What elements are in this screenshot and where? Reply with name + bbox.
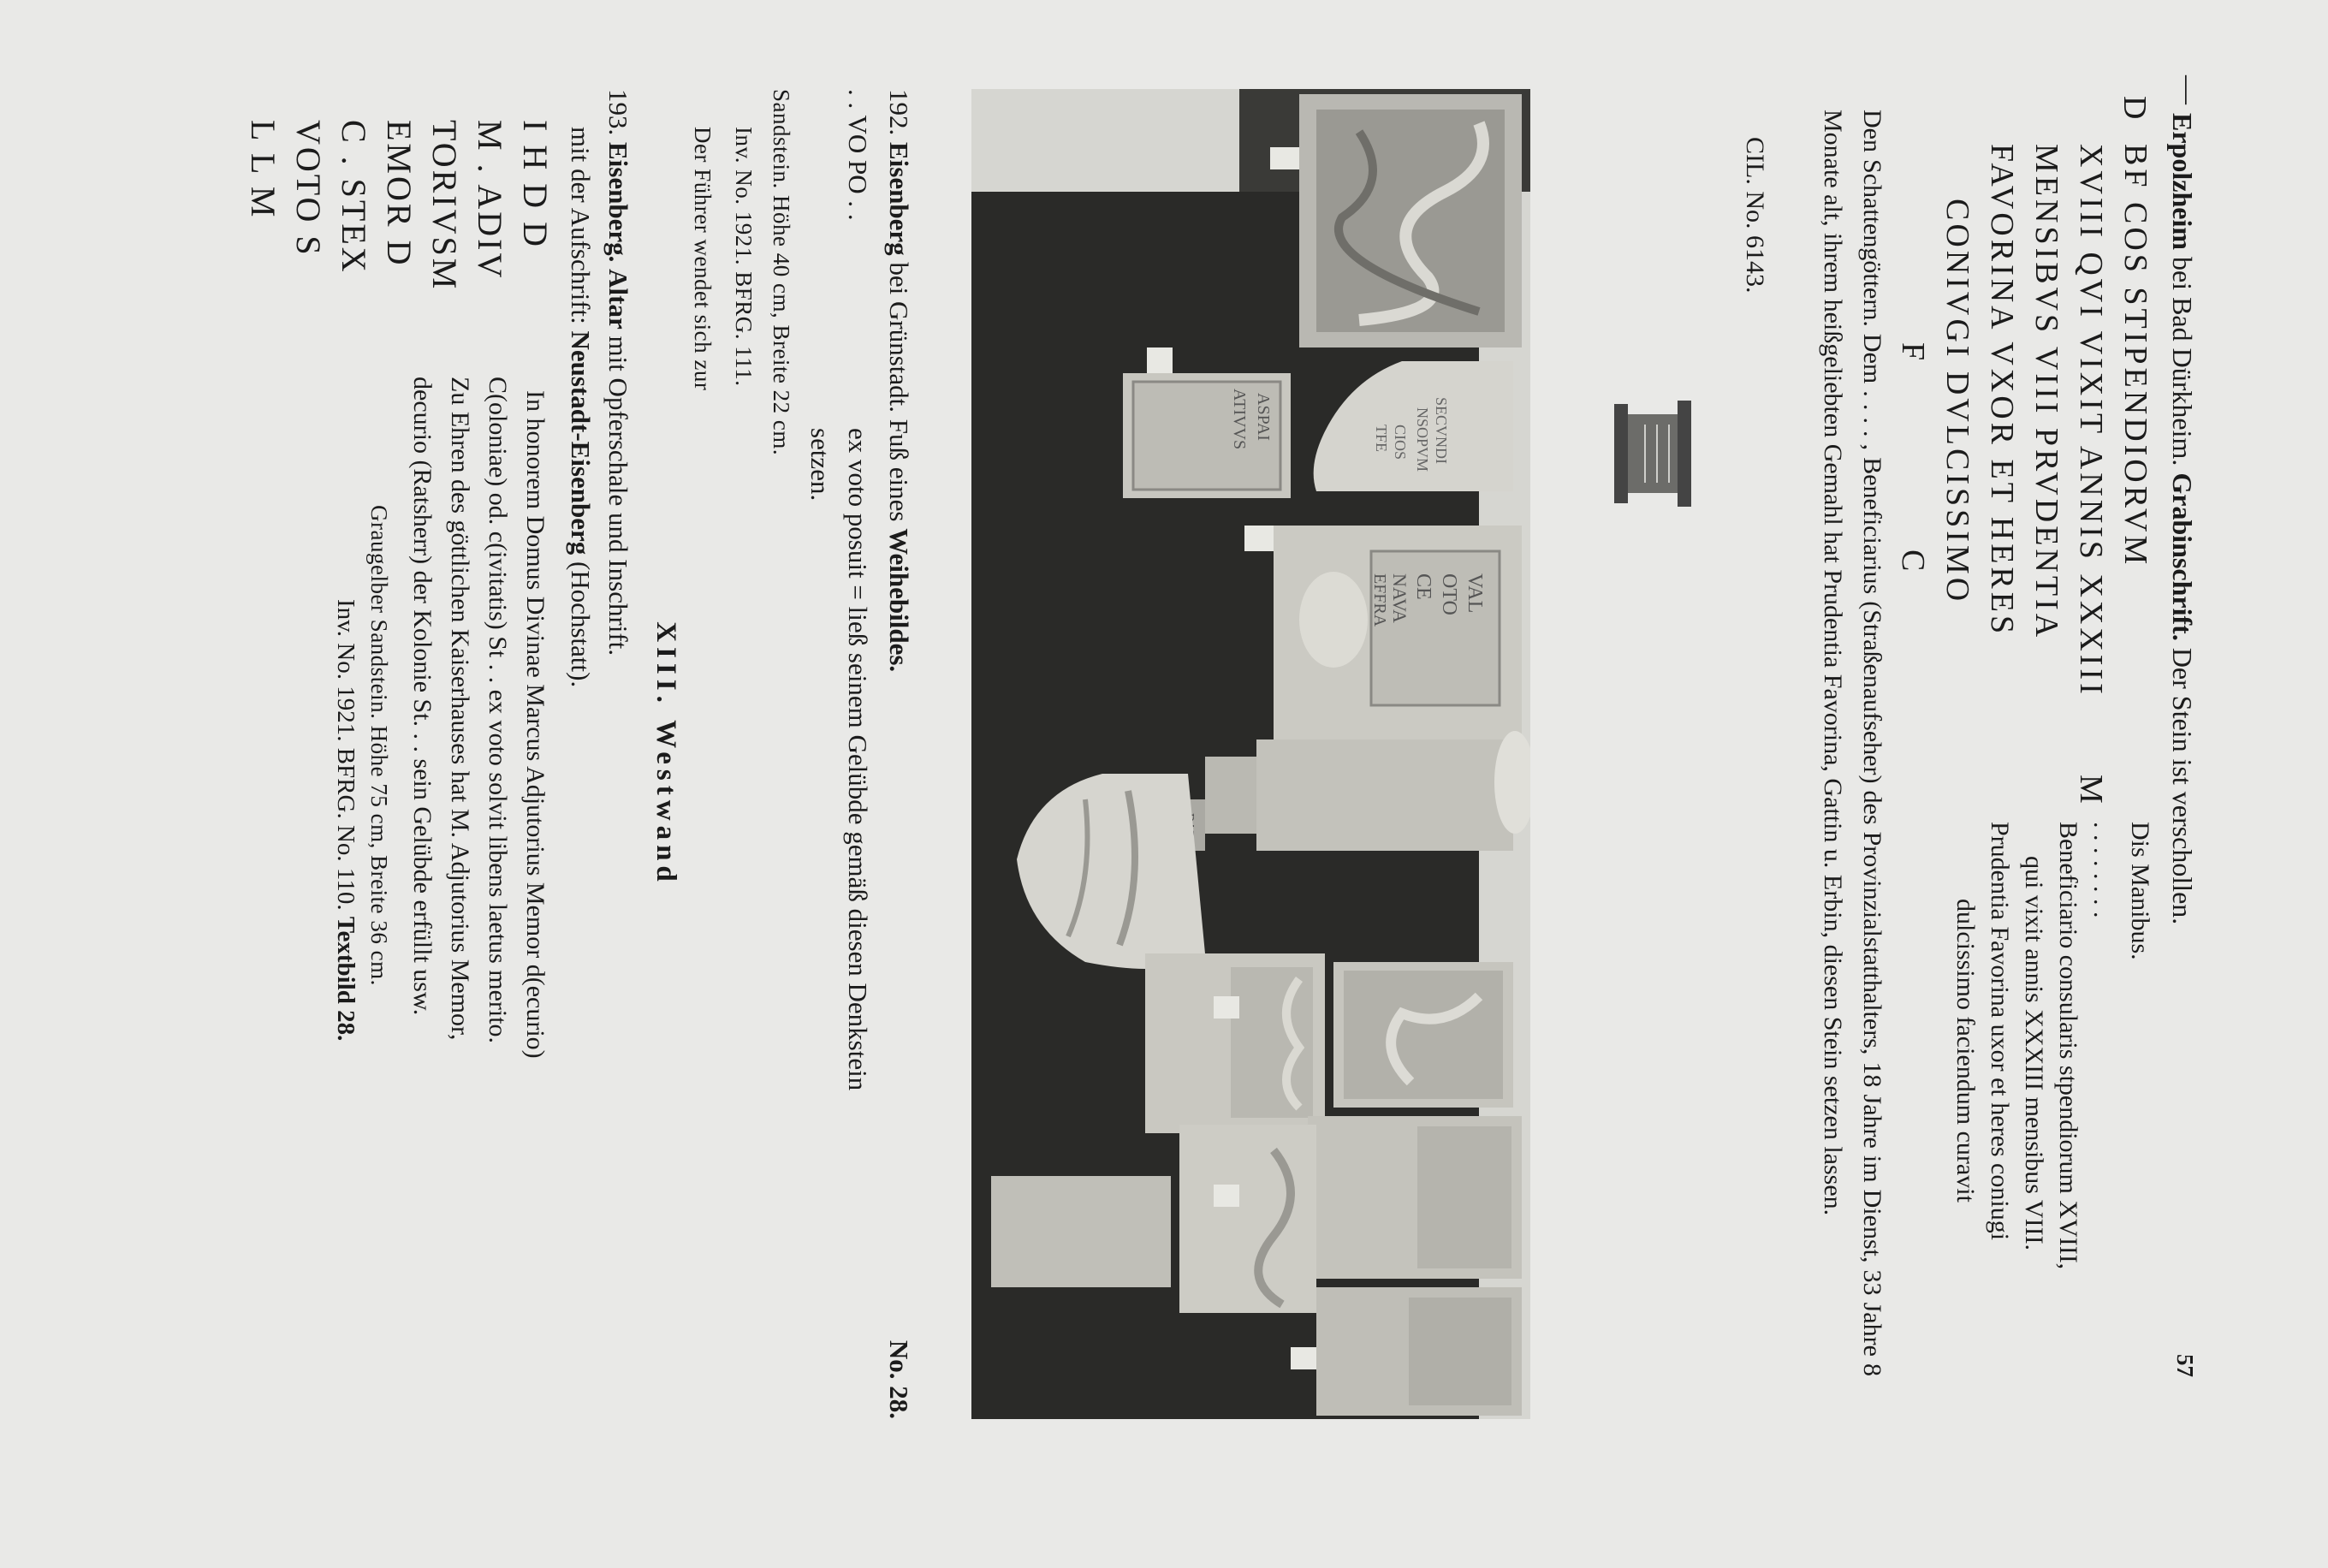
sub-rest: (Hochstatt). — [566, 555, 596, 688]
caption-row — [883, 89, 914, 1419]
altar-inscription-line: M . ADIV — [471, 120, 509, 281]
altar-base — [1614, 404, 1628, 503]
altar-translation-line: C(oloniae) od. c(ivitatis) St . . ex voto solvit libens laetus merito. — [484, 377, 512, 1044]
altar-block-text: VAL — [1464, 573, 1486, 614]
photo-label — [1214, 996, 1239, 1019]
altar-inscription-line: TORIVSM — [425, 120, 464, 292]
fragment-text: NSOPVM — [1414, 407, 1431, 472]
textbild-reference: Textbild 28. — [332, 916, 359, 1042]
translation-line: Prudentia Favorina uxor et heres coniugi — [1986, 822, 2014, 1241]
place-location: bei Bad Dürkheim. — [2167, 249, 2198, 473]
figure-number: No. 28. — [884, 1339, 914, 1419]
altar-block-text: OTO — [1438, 573, 1460, 615]
altar-inscription-line: I H D D — [516, 120, 555, 249]
altar-inscription-line: VOTO S — [289, 120, 328, 258]
altar-material: Graugelber Sandstein. Höhe 75 cm, Breite 36 cm. — [366, 505, 392, 986]
translation-line: dulcissimo faciendum curavit — [1951, 899, 1980, 1203]
translation-line: qui vixit annis XXXIII mensibus VIII. — [2020, 856, 2048, 1251]
translation-dots: . . . . . . . . — [2088, 822, 2117, 918]
page-number: 57 — [2172, 1354, 2198, 1377]
object-type: Weihebildes. — [884, 528, 914, 673]
tablet-text: ASPAI — [1254, 393, 1273, 441]
altar-top — [1678, 401, 1691, 507]
inscription-letter-d: D — [2117, 96, 2153, 123]
altar-block-text: CE — [1412, 573, 1434, 600]
sub-prefix: mit der Aufschrift: — [566, 127, 596, 331]
section-number: XIII. — [650, 621, 681, 708]
entry-dash: — — [2172, 75, 2204, 104]
altar-stone-right-panel — [1409, 1298, 1511, 1405]
section-heading — [650, 89, 681, 1419]
altar-inscription-line: L L M — [244, 120, 282, 220]
photo-label — [1270, 147, 1299, 169]
altar-inventory-row — [331, 599, 359, 1041]
altar-inscription-line: EMOR D — [380, 120, 419, 268]
object-description: mit Opferschale und Inschrift. — [603, 329, 633, 656]
altar-block-relief — [1299, 572, 1368, 668]
place-name: Erpolzheim — [2167, 113, 2198, 250]
entry-number: 193. — [603, 89, 633, 136]
entry-number: 192. — [884, 89, 914, 136]
entry-192-translation-end: setzen. — [805, 428, 835, 502]
altar-block-text: EFFRA — [1370, 573, 1389, 627]
photo-label — [1291, 1347, 1316, 1369]
object-type: Grabinschrift. — [2167, 472, 2198, 641]
place-name: Eisenberg — [884, 142, 914, 256]
german-translation: Den Schattengöttern. Dem . . . . , Beneficiarius (Straßenaufseher) des Provinzialstatthalters, 18 Jahre im Dienst, 33 Jahre 8 Monate alt, ihrem heißgeliebten Gemahl hat Prudentia Favorina, Gattin u. Erbin, diesen Stein setzen lassen. — [1819, 110, 1886, 1376]
inscription-line: XVIII QVI VIXIT ANNIS XXXIII — [2073, 144, 2109, 698]
inscription-line: FAVORINA VXOR ET HERES — [1984, 144, 2020, 638]
altar-translation-line: Zu Ehren des göttlichen Kaiserhauses hat M. Adjutorius Memor, — [446, 377, 474, 1041]
entry-note: Der Stein ist verschollen. — [2167, 640, 2198, 925]
entry-193-subheading — [565, 127, 596, 687]
relief-stele-inner — [1344, 971, 1503, 1099]
column-base — [1256, 739, 1513, 851]
photo-label — [1214, 1185, 1239, 1207]
inscription-letter-f: F — [1895, 342, 1931, 365]
entry-erpolzheim-heading — [2164, 113, 2201, 1345]
translation-heading: Dis Manibus. — [2126, 822, 2154, 960]
entry-192-material: Sandstein. Höhe 40 cm, Breite 22 cm. — [769, 89, 794, 456]
cil-reference: CIL. No. 6143. — [1741, 137, 1769, 294]
altar-translation-line: decurio (Ratsherr) der Kolonie St. . . sein Gelübde erfüllt usw. — [408, 377, 436, 1016]
fragment-text: SECVNDI — [1433, 397, 1450, 465]
altar-translation-line: In honorem Domus Divinae Marcus Adjutorius Memor d(ecurio) — [521, 390, 549, 1059]
tablet-text: ATIVVS — [1230, 389, 1249, 450]
inscription-line: CONIVGI DVLCISSIMO — [1939, 199, 1975, 605]
place-name: Eisenberg. — [603, 142, 633, 263]
altar-block-text: NAVA — [1389, 573, 1410, 623]
translation-line: Beneficiario consularis stpendiorum XVIII, — [2054, 822, 2082, 1270]
photo-label — [1244, 526, 1274, 551]
inscription-letter-m: M — [2073, 775, 2109, 807]
column-capital — [1205, 757, 1256, 834]
entry-192-translation: ex voto posuit = ließ seinem Gelübde gemäß diesen Denkstein — [843, 428, 873, 1091]
altar-body — [1628, 414, 1678, 493]
pedestal — [991, 1176, 1171, 1287]
fragment-text: TFE — [1373, 425, 1390, 453]
altar-inscription-line: C . STEX — [335, 120, 373, 275]
entry-192-inventory: Inv. No. 1921. BFRG. 111. — [731, 127, 757, 387]
fuehrer-note: Der Führer wendet sich zur — [690, 127, 716, 391]
inscription-line: BF COS STIPENDIORVM — [2117, 144, 2153, 568]
altar-with-relief — [1179, 1125, 1316, 1313]
object-type: Altar — [603, 269, 633, 330]
fragment-text: CIOS — [1392, 425, 1409, 460]
small-altar-drawing — [1609, 395, 1695, 512]
photo-label — [1147, 347, 1173, 373]
entry-193-heading — [603, 89, 633, 656]
section-title: Westwand — [650, 720, 681, 887]
entry-192-inscription: . . VO PO . . — [843, 89, 873, 221]
inscription-letter-c: C — [1895, 549, 1931, 575]
altar-stone-panel — [1417, 1126, 1511, 1268]
sub-place: Neustadt-Eisenberg — [566, 330, 596, 555]
place-location: bei Grünstadt. Fuß eines — [884, 255, 914, 529]
altar-inventory: Inv. No. 1921. BFRG. No. 110. — [332, 599, 359, 917]
inscription-line: MENSIBVS VIII PRVDENTIA — [2028, 144, 2064, 641]
photograph-westwand — [971, 89, 1530, 1419]
